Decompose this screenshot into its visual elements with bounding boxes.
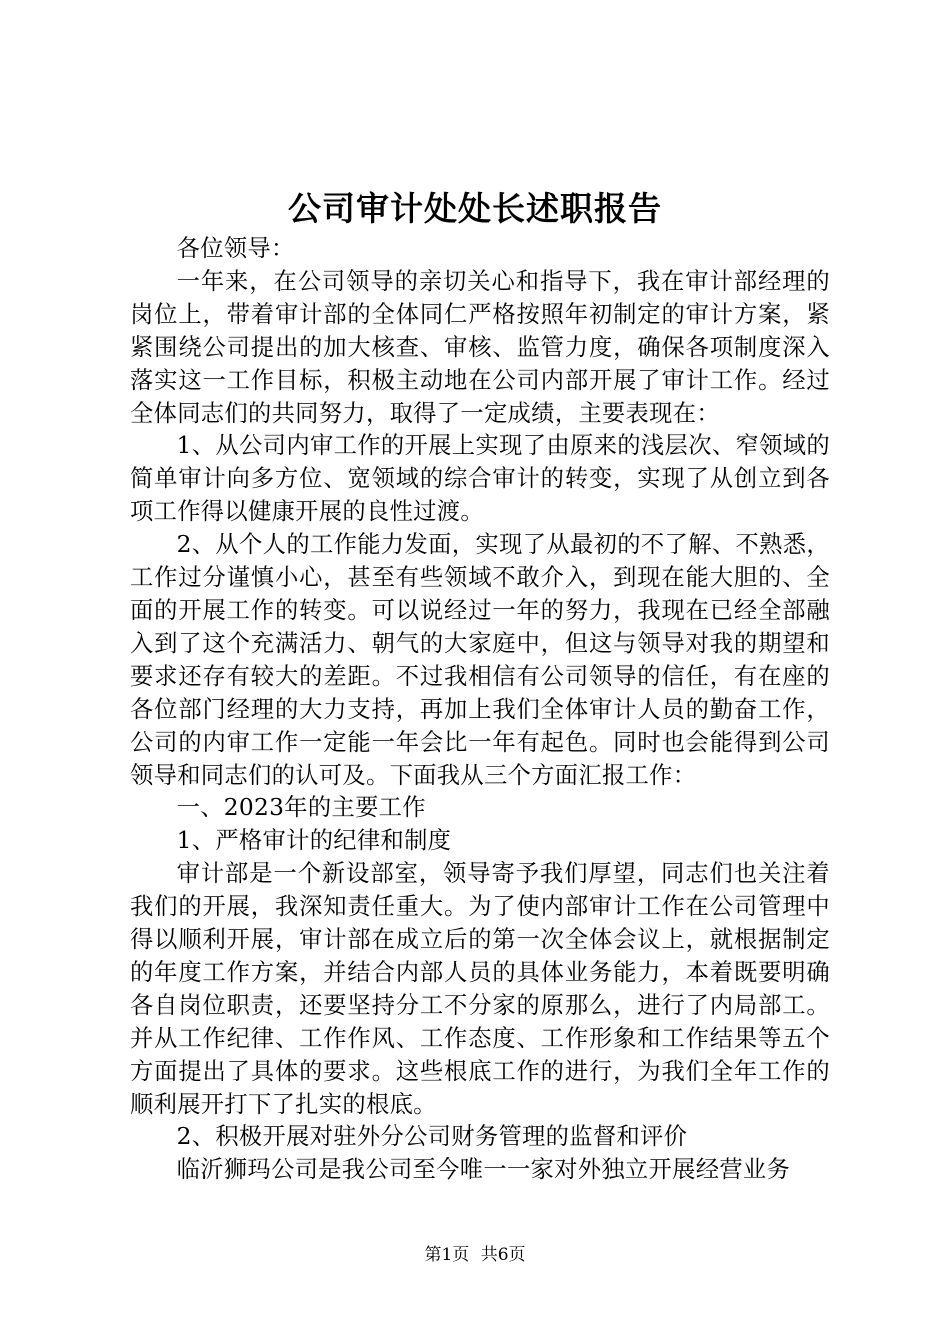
page-total: 共6页 [480,1245,526,1265]
page-number: 第1页 [424,1245,470,1265]
document-title: 公司审计处处长述职报告 [288,189,662,228]
subheading-audit-discipline: 1、严格审计的纪律和制度 [176,827,452,855]
document-body [130,233,830,1187]
achievement-2-paragraph: 2、从个人的工作能力发面，实现了从最初的不了解、不熟悉，工作过分谨慎小心，甚至有些领域不敢介入，到现在能大胆的、全面的开展工作的转变。可以说经过一年的努力，我现在已经全部融入到了这个充满活力、朝气的大家庭中，但这与领导对我的期望和要求还存有较大的差距。不过我相信有公司领导的信任，有在座的各位部门经理的大力支持，再加上我们全体审计人员的勤奋工作，公司的内审工作一定能一年会比一年有起色。同时也会能得到公司领导和同志们的认可及。下面我从三个方面汇报工作： [130,531,830,789]
linyi-paragraph: 临沂狮玛公司是我公司至今唯一一家对外独立开展经营业务 [176,1156,791,1184]
subheading-branch-supervision: 2、积极开展对驻外分公司财务管理的监督和评价 [176,1123,688,1151]
section-heading-main-work: 一、2023年的主要工作 [176,794,426,822]
achievement-1-paragraph: 1、从公司内审工作的开展上实现了由原来的浅层次、窄领域的简单审计向多方位、宽领域的综合审计的转变，实现了从创立到各项工作得以健康开展的良性过渡。 [130,432,830,526]
audit-department-paragraph: 审计部是一个新设部室，领导寄予我们厚望，同志们也关注着我们的开展，我深知责任重大。为了使内部审计工作在公司管理中得以顺利开展，审计部在成立后的第一次全体会议上，就根据制定的年度工作方案，并结合内部人员的具体业务能力，本着既要明确各自岗位职责，还要坚持分工不分家的原那么，进行了内局部工。并从工作纪律、工作作风、工作态度、工作形象和工作结果等五个方面提出了具体的要求。这些根底工作的进行，为我们全年工作的顺利展开打下了扎实的根底。 [130,860,830,1118]
intro-paragraph: 一年来，在公司领导的亲切关心和指导下，我在审计部经理的岗位上，带着审计部的全体同仁严格按照年初制定的审计方案，紧紧围绕公司提出的加大核查、审核、监管力度，确保各项制度深入落实这一工作目标，积极主动地在公司内部开展了审计工作。经过全体同志们的共同努力，取得了一定成绩，主要表现在： [130,267,830,427]
page-footer [0,1243,950,1267]
salutation: 各位领导： [176,235,295,262]
